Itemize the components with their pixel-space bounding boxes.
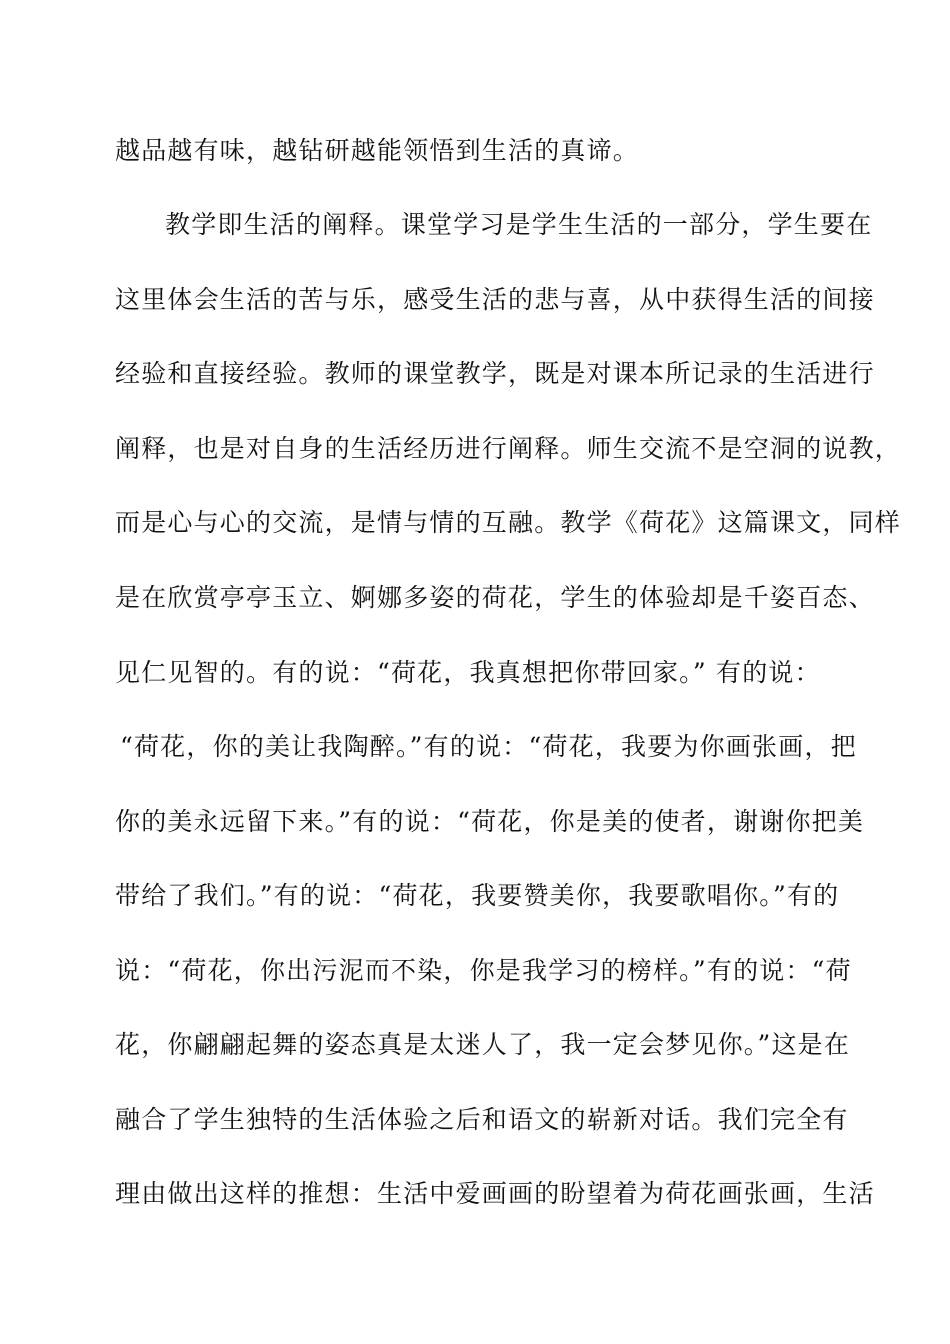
paragraph-line: 是在欣赏亭亭玉立、婀娜多姿的荷花，学生的体验却是千姿百态、 — [115, 583, 875, 612]
paragraph-line: 而是心与心的交流，是情与情的互融。教学《荷花》这篇课文，同样 — [115, 508, 902, 537]
paragraph-line: 见仁见智的。有的说：“荷花，我真想把你带回家。” 有的说： — [115, 658, 821, 687]
paragraph-line: 经验和直接经验。教师的课堂教学，既是对课本所记录的生活进行 — [115, 359, 875, 388]
paragraph-line: 越品越有味，越钻研越能领悟到生活的真谛。 — [115, 136, 640, 165]
paragraph-line: 教学即生活的阐释。课堂学习是学生生活的一部分，学生要在 — [165, 210, 873, 239]
paragraph-line: 说：“荷花，你出污泥而不染，你是我学习的榜样。”有的说：“荷 — [115, 956, 852, 985]
paragraph-line: 你的美永远留下来。”有的说：“荷花，你是美的使者，谢谢你把美 — [115, 807, 865, 836]
paragraph-line: 融合了学生独特的生活体验之后和语文的崭新对话。我们完全有 — [115, 1105, 849, 1134]
paragraph-line: 理由做出这样的推想：生活中爱画画的盼望着为荷花画张画，生活 — [115, 1179, 875, 1208]
paragraph-line: 这里体会生活的苦与乐，感受生活的悲与喜，从中获得生活的间接 — [115, 285, 875, 314]
paragraph-line: “荷花，你的美让我陶醉。”有的说：“荷花，我要为你画张画，把 — [120, 732, 857, 761]
paragraph-line: 花，你翩翩起舞的姿态真是太迷人了，我一定会梦见你。”这是在 — [115, 1030, 851, 1059]
paragraph-line: 带给了我们。”有的说：“荷花，我要赞美你，我要歌唱你。”有的 — [115, 881, 840, 910]
paragraph-line: 阐释，也是对自身的生活经历进行阐释。师生交流不是空洞的说教， — [115, 434, 902, 463]
